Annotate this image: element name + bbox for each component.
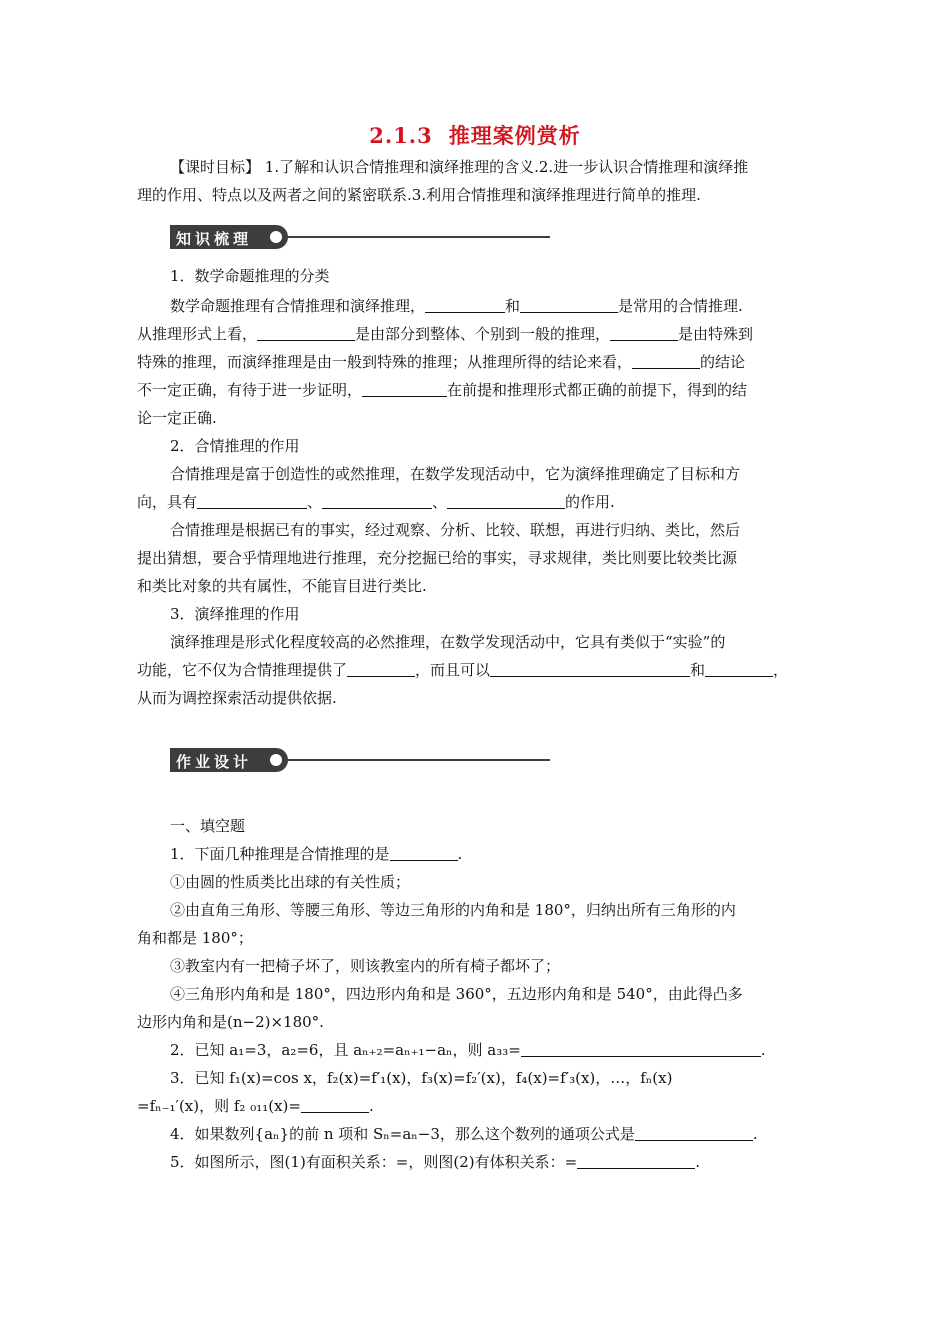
question-4: 4．如果数列{aₙ}的前 n 项和 Sₙ=aₙ−3，那么这个数列的通项公式是 . — [170, 1125, 758, 1143]
section-header-label: 作业设计 — [176, 753, 253, 771]
heading-2: 2．合情推理的作用 — [170, 437, 300, 455]
question-2: 2．已知 a₁=3，a₂=6，且 aₙ₊₂=aₙ₊₁−aₙ，则 a₃₃= . — [170, 1041, 766, 1059]
paragraph-line: 合情推理是根据已有的事实，经过观察、分析、比较、联想，再进行归纳、类比，然后 — [170, 521, 741, 539]
answer-blank[interactable] — [257, 325, 355, 341]
part-heading: 一、填空题 — [170, 817, 246, 835]
section-header-knowledge — [170, 225, 550, 249]
section-header-label: 知识梳理 — [176, 230, 253, 248]
paragraph-line: 和类比对象的共有属性，不能盲目进行类比. — [137, 577, 427, 595]
heading-3: 3．演绎推理的作用 — [170, 605, 300, 623]
answer-blank[interactable] — [425, 297, 505, 313]
answer-blank[interactable] — [362, 381, 447, 397]
question-3-cont: =fₙ₋₁′(x)，则 f₂ ₀₁₁(x)= . — [137, 1097, 374, 1115]
answer-blank[interactable] — [447, 493, 565, 509]
answer-blank[interactable] — [610, 325, 678, 341]
paragraph-line: 特殊的推理，而演绎推理是由一般到特殊的推理；从推理所得的结论来看， 的结论 — [137, 353, 746, 371]
option-2: ②由直角三角形、等腰三角形、等边三角形的内角和是 180°，归纳出所有三角形的内 — [170, 901, 736, 919]
answer-blank[interactable] — [635, 1125, 753, 1141]
paragraph-line: 从而为调控探索活动提供依据. — [137, 689, 337, 707]
option-4: ④三角形内角和是 180°，四边形内角和是 360°，五边形内角和是 540°，由此得凸多 — [170, 985, 743, 1003]
option-1: ①由圆的性质类比出球的有关性质； — [170, 873, 411, 891]
section-number: 2.1.3 — [369, 123, 433, 148]
option-2-cont: 角和都是 180°； — [137, 929, 253, 947]
answer-blank[interactable] — [390, 845, 458, 861]
paragraph-line: 合情推理是富于创造性的或然推理，在数学发现活动中，它为演绎推理确定了目标和方 — [170, 465, 741, 483]
objectives-line-2: 理的作用、特点以及两者之间的紧密联系.3.利用合情推理和演绎推理进行简单的推理. — [137, 186, 701, 204]
paragraph-line: 向，具有 、 、 的作用. — [137, 493, 615, 511]
answer-blank[interactable] — [521, 1041, 761, 1057]
answer-blank[interactable] — [301, 1097, 369, 1113]
paragraph-line: 从推理形式上看， 是由部分到整体、个别到一般的推理， 是由特殊到 — [137, 325, 754, 343]
paragraph-line: 论一定正确. — [137, 409, 217, 427]
question-3: 3．已知 f₁(x)=cos x，f₂(x)=f′₁(x)，f₃(x)=f₂′(x)，f₄(x)=f′₃(x)，…，fₙ(x) — [170, 1069, 673, 1087]
answer-blank[interactable] — [632, 353, 700, 369]
page-title — [0, 120, 950, 150]
objectives-line-1: 【课时目标】 1.了解和认识合情推理和演绎推理的含义.2.进一步认识合情推理和演绎推 — [170, 158, 749, 176]
answer-blank[interactable] — [322, 493, 432, 509]
paragraph-line: 功能，它不仅为合情推理提供了 ，而且可以 和 ， — [137, 661, 789, 679]
bullet-dot-icon — [270, 231, 282, 243]
paragraph-line: 演绎推理是形式化程度较高的必然推理，在数学发现活动中，它具有类似于“实验”的 — [170, 633, 726, 651]
heading-1: 1．数学命题推理的分类 — [170, 267, 330, 285]
answer-blank[interactable] — [197, 493, 307, 509]
paragraph-line: 不一定正确，有待于进一步证明， 在前提和推理形式都正确的前提下，得到的结 — [137, 381, 748, 399]
paragraph-line: 提出猜想，要合乎情理地进行推理，充分挖掘已给的事实，寻求规律，类比则要比较类比源 — [137, 549, 738, 567]
option-4-cont: 边形内角和是(n−2)×180°. — [137, 1013, 324, 1031]
header-rule — [286, 759, 550, 761]
question-5: 5．如图所示，图(1)有面积关系：=，则图(2)有体积关系：= . — [170, 1153, 700, 1171]
header-rule — [286, 236, 550, 238]
answer-blank[interactable] — [490, 661, 690, 677]
title-text: 推理案例赏析 — [448, 123, 581, 148]
answer-blank[interactable] — [705, 661, 773, 677]
paragraph-line: 数学命题推理有合情推理和演绎推理， 和 是常用的合情推理. — [170, 297, 743, 315]
bullet-dot-icon — [270, 754, 282, 766]
question-1: 1．下面几种推理是合情推理的是 . — [170, 845, 463, 863]
answer-blank[interactable] — [520, 297, 618, 313]
option-3: ③教室内有一把椅子坏了，则该教室内的所有椅子都坏了； — [170, 957, 561, 975]
answer-blank[interactable] — [347, 661, 415, 677]
objectives-label: 【课时目标】 — [170, 158, 261, 176]
answer-blank[interactable] — [577, 1153, 695, 1169]
section-header-homework — [170, 748, 550, 772]
